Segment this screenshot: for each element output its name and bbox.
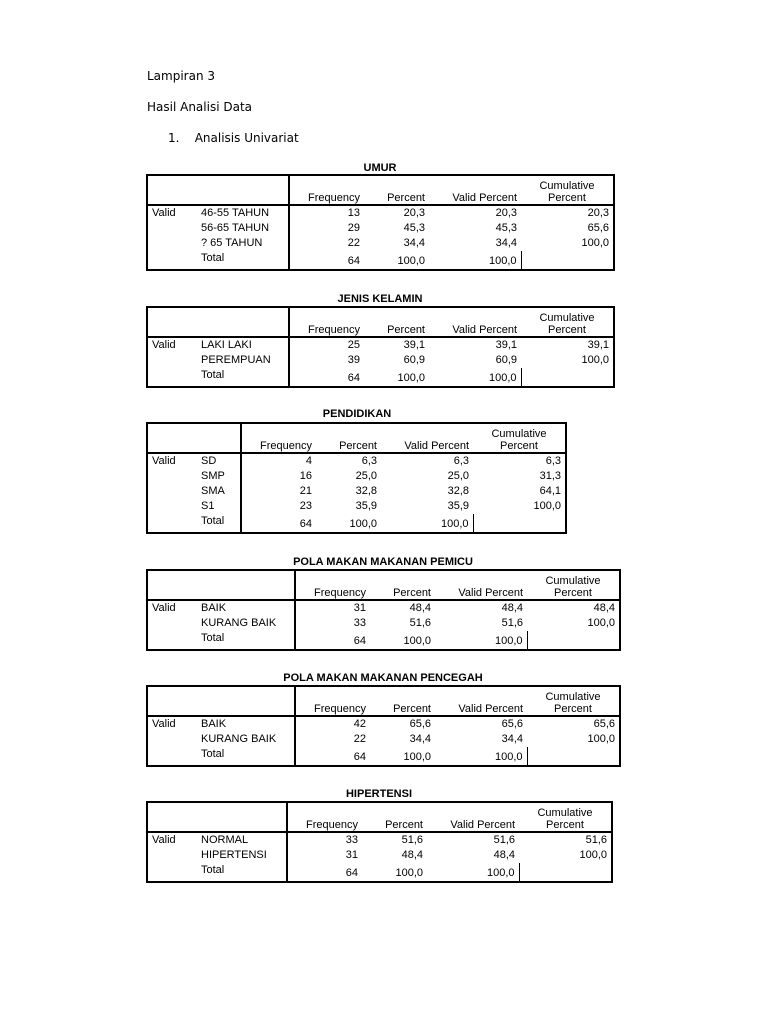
table-title: JENIS KELAMIN bbox=[337, 293, 423, 305]
header-percent: Percent bbox=[364, 175, 429, 205]
valid-percent-value: 39,1 bbox=[495, 339, 517, 351]
header-blank bbox=[147, 686, 295, 716]
frequency-value: 16 bbox=[299, 470, 312, 482]
header-percent: Percent bbox=[370, 686, 435, 716]
header-valid-percent: Valid Percent bbox=[381, 423, 473, 453]
frequency-value: 22 bbox=[353, 733, 366, 745]
total-percent: 100,0 bbox=[349, 518, 377, 530]
total-valid-percent: 100,0 bbox=[381, 514, 473, 533]
table-title: UMUR bbox=[363, 162, 397, 174]
header-cumulative-line2: Percent bbox=[546, 819, 584, 831]
percent-value: 34,4 bbox=[409, 733, 431, 745]
frequency-table bbox=[146, 801, 613, 883]
frequency-value: 4 bbox=[305, 455, 312, 467]
total-frequency: 64 bbox=[353, 635, 366, 647]
percent-value: 51,6 bbox=[401, 834, 423, 846]
blank-cell bbox=[147, 469, 197, 484]
valid-label: Valid bbox=[152, 834, 176, 846]
blank-cell bbox=[527, 631, 620, 650]
total-valid-percent: 100,0 bbox=[435, 747, 527, 766]
total-valid-percent: 100,0 bbox=[429, 251, 521, 270]
header-percent: Percent bbox=[316, 423, 381, 453]
table-row bbox=[147, 221, 614, 236]
header-blank bbox=[147, 423, 241, 453]
header-cumulative-line2: Percent bbox=[500, 440, 538, 452]
cumulative-percent-value: 39,1 bbox=[587, 339, 609, 351]
table-row bbox=[147, 499, 566, 514]
valid-percent-value: 35,9 bbox=[447, 500, 469, 512]
frequency-value: 33 bbox=[345, 834, 358, 846]
frequency-value: 25 bbox=[347, 339, 360, 351]
total-frequency: 64 bbox=[345, 867, 358, 879]
frequency-value: 31 bbox=[345, 849, 358, 861]
frequency-value: 22 bbox=[347, 237, 360, 249]
percent-value: 39,1 bbox=[403, 339, 425, 351]
category-label: SMP bbox=[197, 469, 241, 484]
header-cumulative-percent bbox=[473, 423, 566, 453]
cumulative-percent-value: 100,0 bbox=[581, 237, 609, 249]
header-cumulative-line1: Cumulative bbox=[545, 575, 601, 587]
section-heading: 1. Analisis Univariat bbox=[168, 131, 299, 145]
header-valid-percent: Valid Percent bbox=[435, 570, 527, 600]
blank-cell bbox=[147, 499, 197, 514]
total-valid-percent: 100,0 bbox=[429, 368, 521, 387]
header-frequency: Frequency bbox=[295, 686, 370, 716]
valid-label: Valid bbox=[152, 455, 176, 467]
table-row bbox=[147, 337, 614, 353]
valid-percent-value: 34,4 bbox=[501, 733, 523, 745]
category-label: ? 65 TAHUN bbox=[197, 236, 289, 251]
valid-percent-value: 6,3 bbox=[453, 455, 469, 467]
header-cumulative-percent bbox=[527, 686, 620, 716]
blank-cell bbox=[147, 848, 197, 863]
valid-percent-value: 34,4 bbox=[495, 237, 517, 249]
total-label: Total bbox=[197, 514, 241, 533]
percent-value: 6,3 bbox=[361, 455, 377, 467]
valid-percent-value: 25,0 bbox=[447, 470, 469, 482]
total-percent: 100,0 bbox=[395, 867, 423, 879]
total-percent: 100,0 bbox=[397, 372, 425, 384]
frequency-value: 21 bbox=[299, 485, 312, 497]
frequency-value: 23 bbox=[299, 500, 312, 512]
header-cumulative-line2: Percent bbox=[548, 192, 586, 204]
percent-value: 34,4 bbox=[403, 237, 425, 249]
cumulative-percent-value: 100,0 bbox=[581, 354, 609, 366]
valid-percent-value: 60,9 bbox=[495, 354, 517, 366]
blank-cell bbox=[147, 484, 197, 499]
category-label: SMA bbox=[197, 484, 241, 499]
header-frequency: Frequency bbox=[241, 423, 316, 453]
percent-value: 45,3 bbox=[403, 222, 425, 234]
appendix-label: Lampiran 3 bbox=[147, 69, 216, 83]
header-frequency: Frequency bbox=[295, 570, 370, 600]
header-frequency: Frequency bbox=[287, 802, 362, 832]
percent-value: 60,9 bbox=[403, 354, 425, 366]
total-label: Total bbox=[197, 631, 295, 650]
total-percent: 100,0 bbox=[403, 751, 431, 763]
cumulative-percent-value: 64,1 bbox=[539, 485, 561, 497]
blank-cell bbox=[147, 236, 197, 251]
category-label: LAKI LAKI bbox=[197, 337, 289, 353]
frequency-value: 39 bbox=[347, 354, 360, 366]
header-percent: Percent bbox=[364, 307, 429, 337]
table-header-row bbox=[147, 175, 614, 205]
frequency-value: 13 bbox=[347, 207, 360, 219]
blank-cell bbox=[147, 732, 197, 747]
table-header-row bbox=[147, 570, 620, 600]
header-cumulative-line1: Cumulative bbox=[539, 312, 595, 324]
total-row bbox=[147, 631, 620, 650]
percent-value: 48,4 bbox=[401, 849, 423, 861]
header-blank bbox=[147, 175, 289, 205]
valid-percent-value: 45,3 bbox=[495, 222, 517, 234]
total-row bbox=[147, 747, 620, 766]
table-header-row bbox=[147, 423, 566, 453]
percent-value: 51,6 bbox=[409, 617, 431, 629]
valid-percent-value: 48,4 bbox=[501, 602, 523, 614]
total-valid-percent: 100,0 bbox=[435, 631, 527, 650]
table-row bbox=[147, 732, 620, 747]
table-row bbox=[147, 716, 620, 732]
total-percent: 100,0 bbox=[397, 255, 425, 267]
valid-percent-value: 48,4 bbox=[493, 849, 515, 861]
table-title: POLA MAKAN MAKANAN PENCEGAH bbox=[283, 672, 483, 684]
table-row bbox=[147, 236, 614, 251]
header-valid-percent: Valid Percent bbox=[427, 802, 519, 832]
cumulative-percent-value: 65,6 bbox=[593, 718, 615, 730]
cumulative-percent-value: 6,3 bbox=[545, 455, 561, 467]
cumulative-percent-value: 48,4 bbox=[593, 602, 615, 614]
header-valid-percent: Valid Percent bbox=[429, 307, 521, 337]
valid-percent-value: 51,6 bbox=[493, 834, 515, 846]
total-frequency: 64 bbox=[299, 518, 312, 530]
frequency-table bbox=[146, 569, 621, 651]
blank-cell bbox=[147, 616, 197, 631]
blank-cell bbox=[147, 631, 197, 650]
header-cumulative-line1: Cumulative bbox=[491, 428, 547, 440]
percent-value: 35,9 bbox=[355, 500, 377, 512]
blank-cell bbox=[147, 353, 197, 368]
valid-label: Valid bbox=[152, 718, 176, 730]
cumulative-percent-value: 31,3 bbox=[539, 470, 561, 482]
valid-percent-value: 51,6 bbox=[501, 617, 523, 629]
cumulative-percent-value: 100,0 bbox=[579, 849, 607, 861]
table-row bbox=[147, 832, 612, 848]
total-percent: 100,0 bbox=[403, 635, 431, 647]
total-label: Total bbox=[197, 368, 289, 387]
table-row bbox=[147, 453, 566, 469]
header-cumulative-line2: Percent bbox=[554, 587, 592, 599]
total-frequency: 64 bbox=[353, 751, 366, 763]
category-label: SD bbox=[197, 453, 241, 469]
header-cumulative-percent bbox=[521, 175, 614, 205]
blank-cell bbox=[147, 514, 197, 533]
table-title: POLA MAKAN MAKANAN PEMICU bbox=[293, 556, 473, 568]
cumulative-percent-value: 65,6 bbox=[587, 222, 609, 234]
cumulative-percent-value: 100,0 bbox=[587, 733, 615, 745]
category-label: HIPERTENSI bbox=[197, 848, 287, 863]
valid-label: Valid bbox=[152, 339, 176, 351]
header-frequency: Frequency bbox=[289, 307, 364, 337]
valid-percent-value: 20,3 bbox=[495, 207, 517, 219]
frequency-table bbox=[146, 174, 615, 271]
valid-label: Valid bbox=[152, 207, 176, 219]
percent-value: 20,3 bbox=[403, 207, 425, 219]
total-label: Total bbox=[197, 863, 287, 882]
frequency-value: 29 bbox=[347, 222, 360, 234]
total-label: Total bbox=[197, 251, 289, 270]
table-title: PENDIDIKAN bbox=[322, 408, 392, 420]
blank-cell bbox=[527, 747, 620, 766]
total-row bbox=[147, 863, 612, 882]
percent-value: 25,0 bbox=[355, 470, 377, 482]
blank-cell bbox=[147, 251, 197, 270]
frequency-table bbox=[146, 685, 621, 767]
table-row bbox=[147, 484, 566, 499]
blank-cell bbox=[147, 221, 197, 236]
header-percent: Percent bbox=[370, 570, 435, 600]
frequency-value: 42 bbox=[353, 718, 366, 730]
blank-cell bbox=[473, 514, 566, 533]
cumulative-percent-value: 20,3 bbox=[587, 207, 609, 219]
table-header-row bbox=[147, 307, 614, 337]
category-label: 46-55 TAHUN bbox=[197, 205, 289, 221]
category-label: BAIK bbox=[197, 716, 295, 732]
frequency-table bbox=[146, 422, 567, 534]
category-label: 56-65 TAHUN bbox=[197, 221, 289, 236]
blank-cell bbox=[147, 368, 197, 387]
table-row bbox=[147, 600, 620, 616]
total-frequency: 64 bbox=[347, 255, 360, 267]
total-label: Total bbox=[197, 747, 295, 766]
header-valid-percent: Valid Percent bbox=[435, 686, 527, 716]
table-header-row bbox=[147, 802, 612, 832]
header-cumulative-line1: Cumulative bbox=[545, 691, 601, 703]
header-cumulative-percent bbox=[521, 307, 614, 337]
valid-percent-value: 65,6 bbox=[501, 718, 523, 730]
table-header-row bbox=[147, 686, 620, 716]
header-percent: Percent bbox=[362, 802, 427, 832]
category-label: KURANG BAIK bbox=[197, 732, 295, 747]
blank-cell bbox=[147, 863, 197, 882]
percent-value: 48,4 bbox=[409, 602, 431, 614]
cumulative-percent-value: 100,0 bbox=[587, 617, 615, 629]
percent-value: 32,8 bbox=[355, 485, 377, 497]
header-cumulative-line1: Cumulative bbox=[539, 180, 595, 192]
header-cumulative-line1: Cumulative bbox=[537, 807, 593, 819]
header-blank bbox=[147, 307, 289, 337]
percent-value: 65,6 bbox=[409, 718, 431, 730]
valid-label: Valid bbox=[152, 602, 176, 614]
category-label: PEREMPUAN bbox=[197, 353, 289, 368]
blank-cell bbox=[147, 747, 197, 766]
results-heading: Hasil Analisi Data bbox=[147, 100, 252, 114]
frequency-value: 31 bbox=[353, 602, 366, 614]
table-row bbox=[147, 469, 566, 484]
total-row bbox=[147, 251, 614, 270]
blank-cell bbox=[521, 251, 614, 270]
valid-percent-value: 32,8 bbox=[447, 485, 469, 497]
total-frequency: 64 bbox=[347, 372, 360, 384]
frequency-table bbox=[146, 306, 615, 388]
category-label: NORMAL bbox=[197, 832, 287, 848]
cumulative-percent-value: 51,6 bbox=[585, 834, 607, 846]
header-cumulative-percent bbox=[519, 802, 612, 832]
total-valid-percent: 100,0 bbox=[427, 863, 519, 882]
header-cumulative-percent bbox=[527, 570, 620, 600]
header-valid-percent: Valid Percent bbox=[429, 175, 521, 205]
total-row bbox=[147, 514, 566, 533]
header-blank bbox=[147, 802, 287, 832]
cumulative-percent-value: 100,0 bbox=[533, 500, 561, 512]
frequency-value: 33 bbox=[353, 617, 366, 629]
blank-cell bbox=[521, 368, 614, 387]
header-frequency: Frequency bbox=[289, 175, 364, 205]
table-row bbox=[147, 205, 614, 221]
category-label: S1 bbox=[197, 499, 241, 514]
table-row bbox=[147, 616, 620, 631]
category-label: BAIK bbox=[197, 600, 295, 616]
table-row bbox=[147, 848, 612, 863]
table-title: HIPERTENSI bbox=[345, 788, 412, 800]
header-cumulative-line2: Percent bbox=[548, 324, 586, 336]
total-row bbox=[147, 368, 614, 387]
category-label: KURANG BAIK bbox=[197, 616, 295, 631]
header-blank bbox=[147, 570, 295, 600]
header-cumulative-line2: Percent bbox=[554, 703, 592, 715]
blank-cell bbox=[519, 863, 612, 882]
table-row bbox=[147, 353, 614, 368]
